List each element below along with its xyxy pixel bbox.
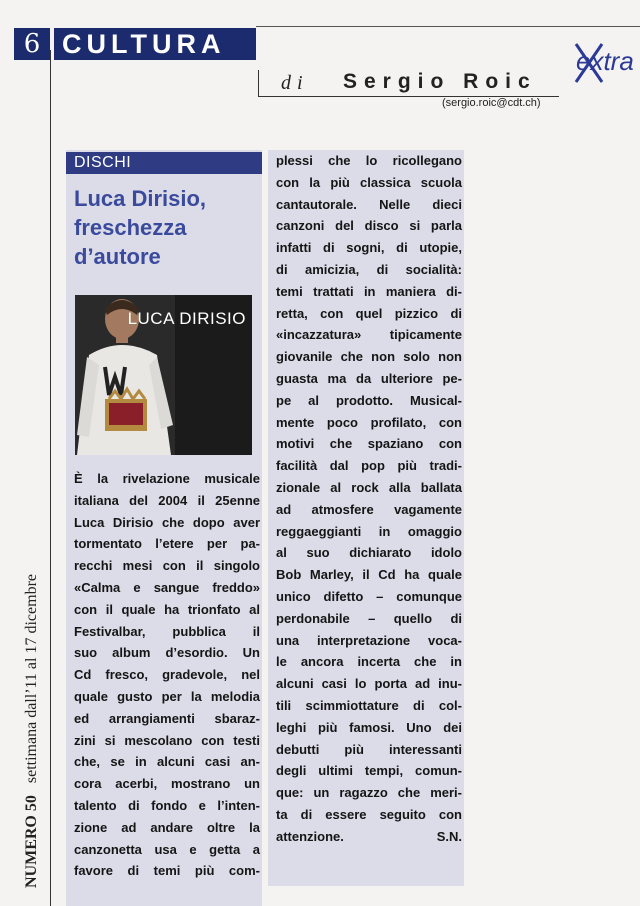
album-cover — [75, 295, 252, 455]
body-line: debutti più interessanti — [276, 741, 462, 757]
body-line: Bob Marley, il Cd ha quale — [276, 567, 462, 583]
author-email: (sergio.roic@cdt.ch) — [442, 97, 541, 109]
body-line: talento di fondo e l’inten- — [74, 797, 260, 813]
body-line: Cd fresco, gradevole, nel — [74, 667, 260, 683]
body-line: leghi più famosi. Uno dei — [276, 719, 462, 735]
headline-line: d’autore — [74, 244, 161, 269]
headline-line: Luca Dirisio, — [74, 186, 207, 211]
body-line: pe al prodotto. Musical- — [276, 392, 462, 408]
body-line: que: un ragazzo che meri- — [276, 785, 462, 801]
body-line: reggaeggianti in omaggio — [276, 523, 462, 539]
article-headline — [74, 184, 260, 271]
body-line: tormentato l’etere per pa- — [74, 536, 260, 552]
body-line: zionale al rock alla ballata — [276, 479, 462, 495]
body-line: zione ad andare oltre la — [74, 819, 260, 835]
body-line: cantautorale. Nelle dieci — [276, 196, 462, 212]
body-line: ta di essere seguito con — [276, 806, 462, 822]
issue-sidebar — [23, 574, 41, 888]
body-line: giovanile che non solo non — [276, 349, 462, 365]
body-line: zini si mescolano con testi — [74, 732, 260, 748]
issue-week: settimana dall’11 al 17 dicembre — [23, 574, 40, 784]
body-line: cora acerbi, mostrano un — [74, 776, 260, 792]
section-title: CULTURA — [54, 28, 256, 60]
body-line: con il quale ha trionfato al — [74, 601, 260, 617]
body-line: ad atmosfere vagamente — [276, 501, 462, 517]
article-column-1 — [74, 468, 260, 882]
body-line: unico difetto – comunque — [276, 588, 462, 604]
body-line: canzonetta usa e getta a — [74, 841, 260, 857]
header-rule — [256, 26, 640, 27]
body-line: «Calma e sangue freddo» — [74, 579, 260, 595]
body-line: italiana del 2004 il 25enne — [74, 492, 260, 508]
body-line: al suo dichiarato idolo — [276, 545, 462, 561]
margin-rule — [50, 50, 51, 906]
body-line: degli ultimi tempi, comun- — [276, 763, 462, 779]
body-line: di amicizia, di socialità: — [276, 261, 462, 277]
category-tag: DISCHI — [66, 152, 262, 174]
body-line: guasta ma da ulteriore pe- — [276, 370, 462, 386]
body-line: Festivalbar, pubblica il — [74, 623, 260, 639]
body-line: che, se in alcuni casi an- — [74, 754, 260, 770]
page-number: 6 — [14, 28, 50, 60]
body-line: una interpretazione voca- — [276, 632, 462, 648]
body-line: favore di temi più com- — [74, 863, 260, 879]
body-line: quale gusto per la melodia — [74, 688, 260, 704]
body-line: motivi che spaziano con — [276, 436, 462, 452]
body-line: infatti di sogni, di utopie, — [276, 240, 462, 256]
body-line: mente poco profilato, con — [276, 414, 462, 430]
body-line: perdonabile – quello di — [276, 610, 462, 626]
body-line: «incazzatura» tipicamente — [276, 327, 462, 343]
body-line: retta, con quel pizzico di — [276, 305, 462, 321]
body-line: tili scimmiottature di col- — [276, 697, 462, 713]
author-signature: S.N. — [436, 828, 462, 844]
body-line: Luca Dirisio che dopo aver — [74, 514, 260, 530]
body-line: alcuni casi lo porta ad inu- — [276, 676, 462, 692]
body-line: suo album d’esordio. Un — [74, 645, 260, 661]
body-line: temi trattati in maniera di- — [276, 283, 462, 299]
issue-number: NUMERO 50 — [23, 795, 40, 888]
body-line: ed arrangiamenti sbaraz- — [74, 710, 260, 726]
headline-line: freschezza — [74, 215, 187, 240]
body-line: recchi mesi con il singolo — [74, 558, 260, 574]
body-line: le ancora incerta che in — [276, 654, 462, 670]
album-title: LUCA DIRISIO — [127, 309, 246, 328]
body-line: con la più classica scuola — [276, 174, 462, 190]
closing-line — [276, 826, 462, 848]
article-column-2 — [276, 150, 462, 848]
body-line: plessi che lo ricollegano — [276, 153, 462, 168]
author-name: Sergio Roic — [343, 70, 537, 93]
logo-text: extra — [576, 46, 634, 76]
body-line: È la rivelazione musicale — [74, 471, 260, 486]
byline-prefix: di — [281, 72, 309, 94]
body-line: facilità dal pop più tradi- — [276, 458, 462, 474]
byline — [258, 70, 559, 97]
body-line: canzoni del disco si parla — [276, 218, 462, 234]
closing-text: attenzione. — [276, 828, 344, 844]
